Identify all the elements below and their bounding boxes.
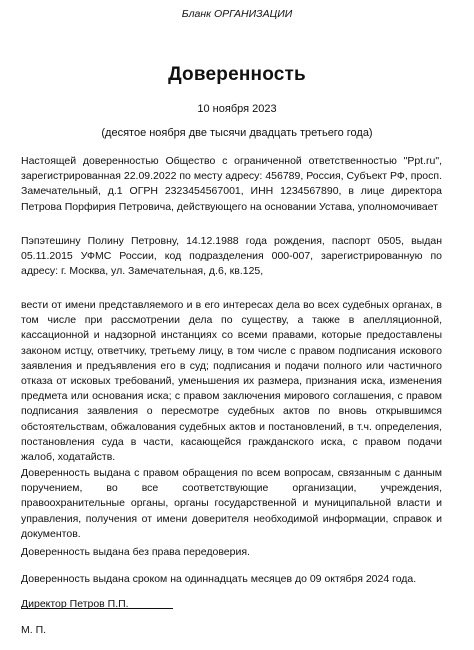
paragraph-attorney: Пэпэтешину Полину Петровну, 14.12.1988 года рождения, паспорт 0505, выдан 05.11.2015 УФМС России, код подразделения 000-007, зарегистрированную по адресу: г. Москва, ул. Замечательная, д.6, кв.125, — [21, 235, 442, 278]
document-title: Доверенность — [168, 64, 306, 85]
signatory: Директор Петров П.П. — [21, 598, 129, 610]
letterhead-placeholder: Бланк ОРГАНИЗАЦИИ — [181, 8, 293, 20]
stamp-place: М. П. — [21, 624, 47, 636]
document-date: 10 ноября 2023 — [197, 103, 277, 115]
paragraph-validity: Доверенность выдана сроком на одиннадцать месяцев до 09 октября 2024 года. — [21, 573, 417, 585]
paragraph-no-delegation: Доверенность выдана без права передоверия. — [21, 546, 250, 558]
document-date-in-words: (десятое ноября две тысячи двадцать третьего года) — [101, 127, 373, 139]
signature-line — [21, 608, 173, 609]
paragraph-principal: Настоящей доверенностью Общество с ограниченной ответственностью "Ppt.ru", зарегистрированная 22.09.2022 по месту адресу: 456789, Россия, Субъект РФ, просп. Замечательный, д.1 ОГРН 2323454567001, ИНН 1234567890, в лице директора Петрова Порфирия Петровича, действующего на основании Устава, уполномочивает — [21, 155, 442, 213]
paragraph-scope: Доверенность выдана с правом обращения по всем вопросам, связанным с данным поручением, во все соответствующие организации, учреждения, правоохранительные органы, органы государственной и муниципальной власти и управления, получения от имени доверителя необходимой информации, справок и документов. — [21, 467, 442, 540]
paragraph-powers: вести от имени представляемого и в его интересах дела во всех судебных органах, в том числе при рассмотрении дела по существу, а также в апелляционной, кассационной и надзорной инстанциях со всеми правами, которые предоставлены законом истцу, ответчику, третьему лицу, в том числе с правом подписания искового заявления и предъявления его в суд; подписания и подачи полного или частичного отказа от исковых требований, уменьшения их размера, признания иска, изменения предмета или основания иска; с правом заключения мирового соглашения, с правом подписания заявления о пересмотре судебных актов по вновь открывшимся обстоятельствам, обжалования судебных актов и постановлений, в т.ч. определения, постановления суда в части, касающейся гражданского иска, с правом подачи жалоб, ходатайств. — [21, 299, 442, 464]
